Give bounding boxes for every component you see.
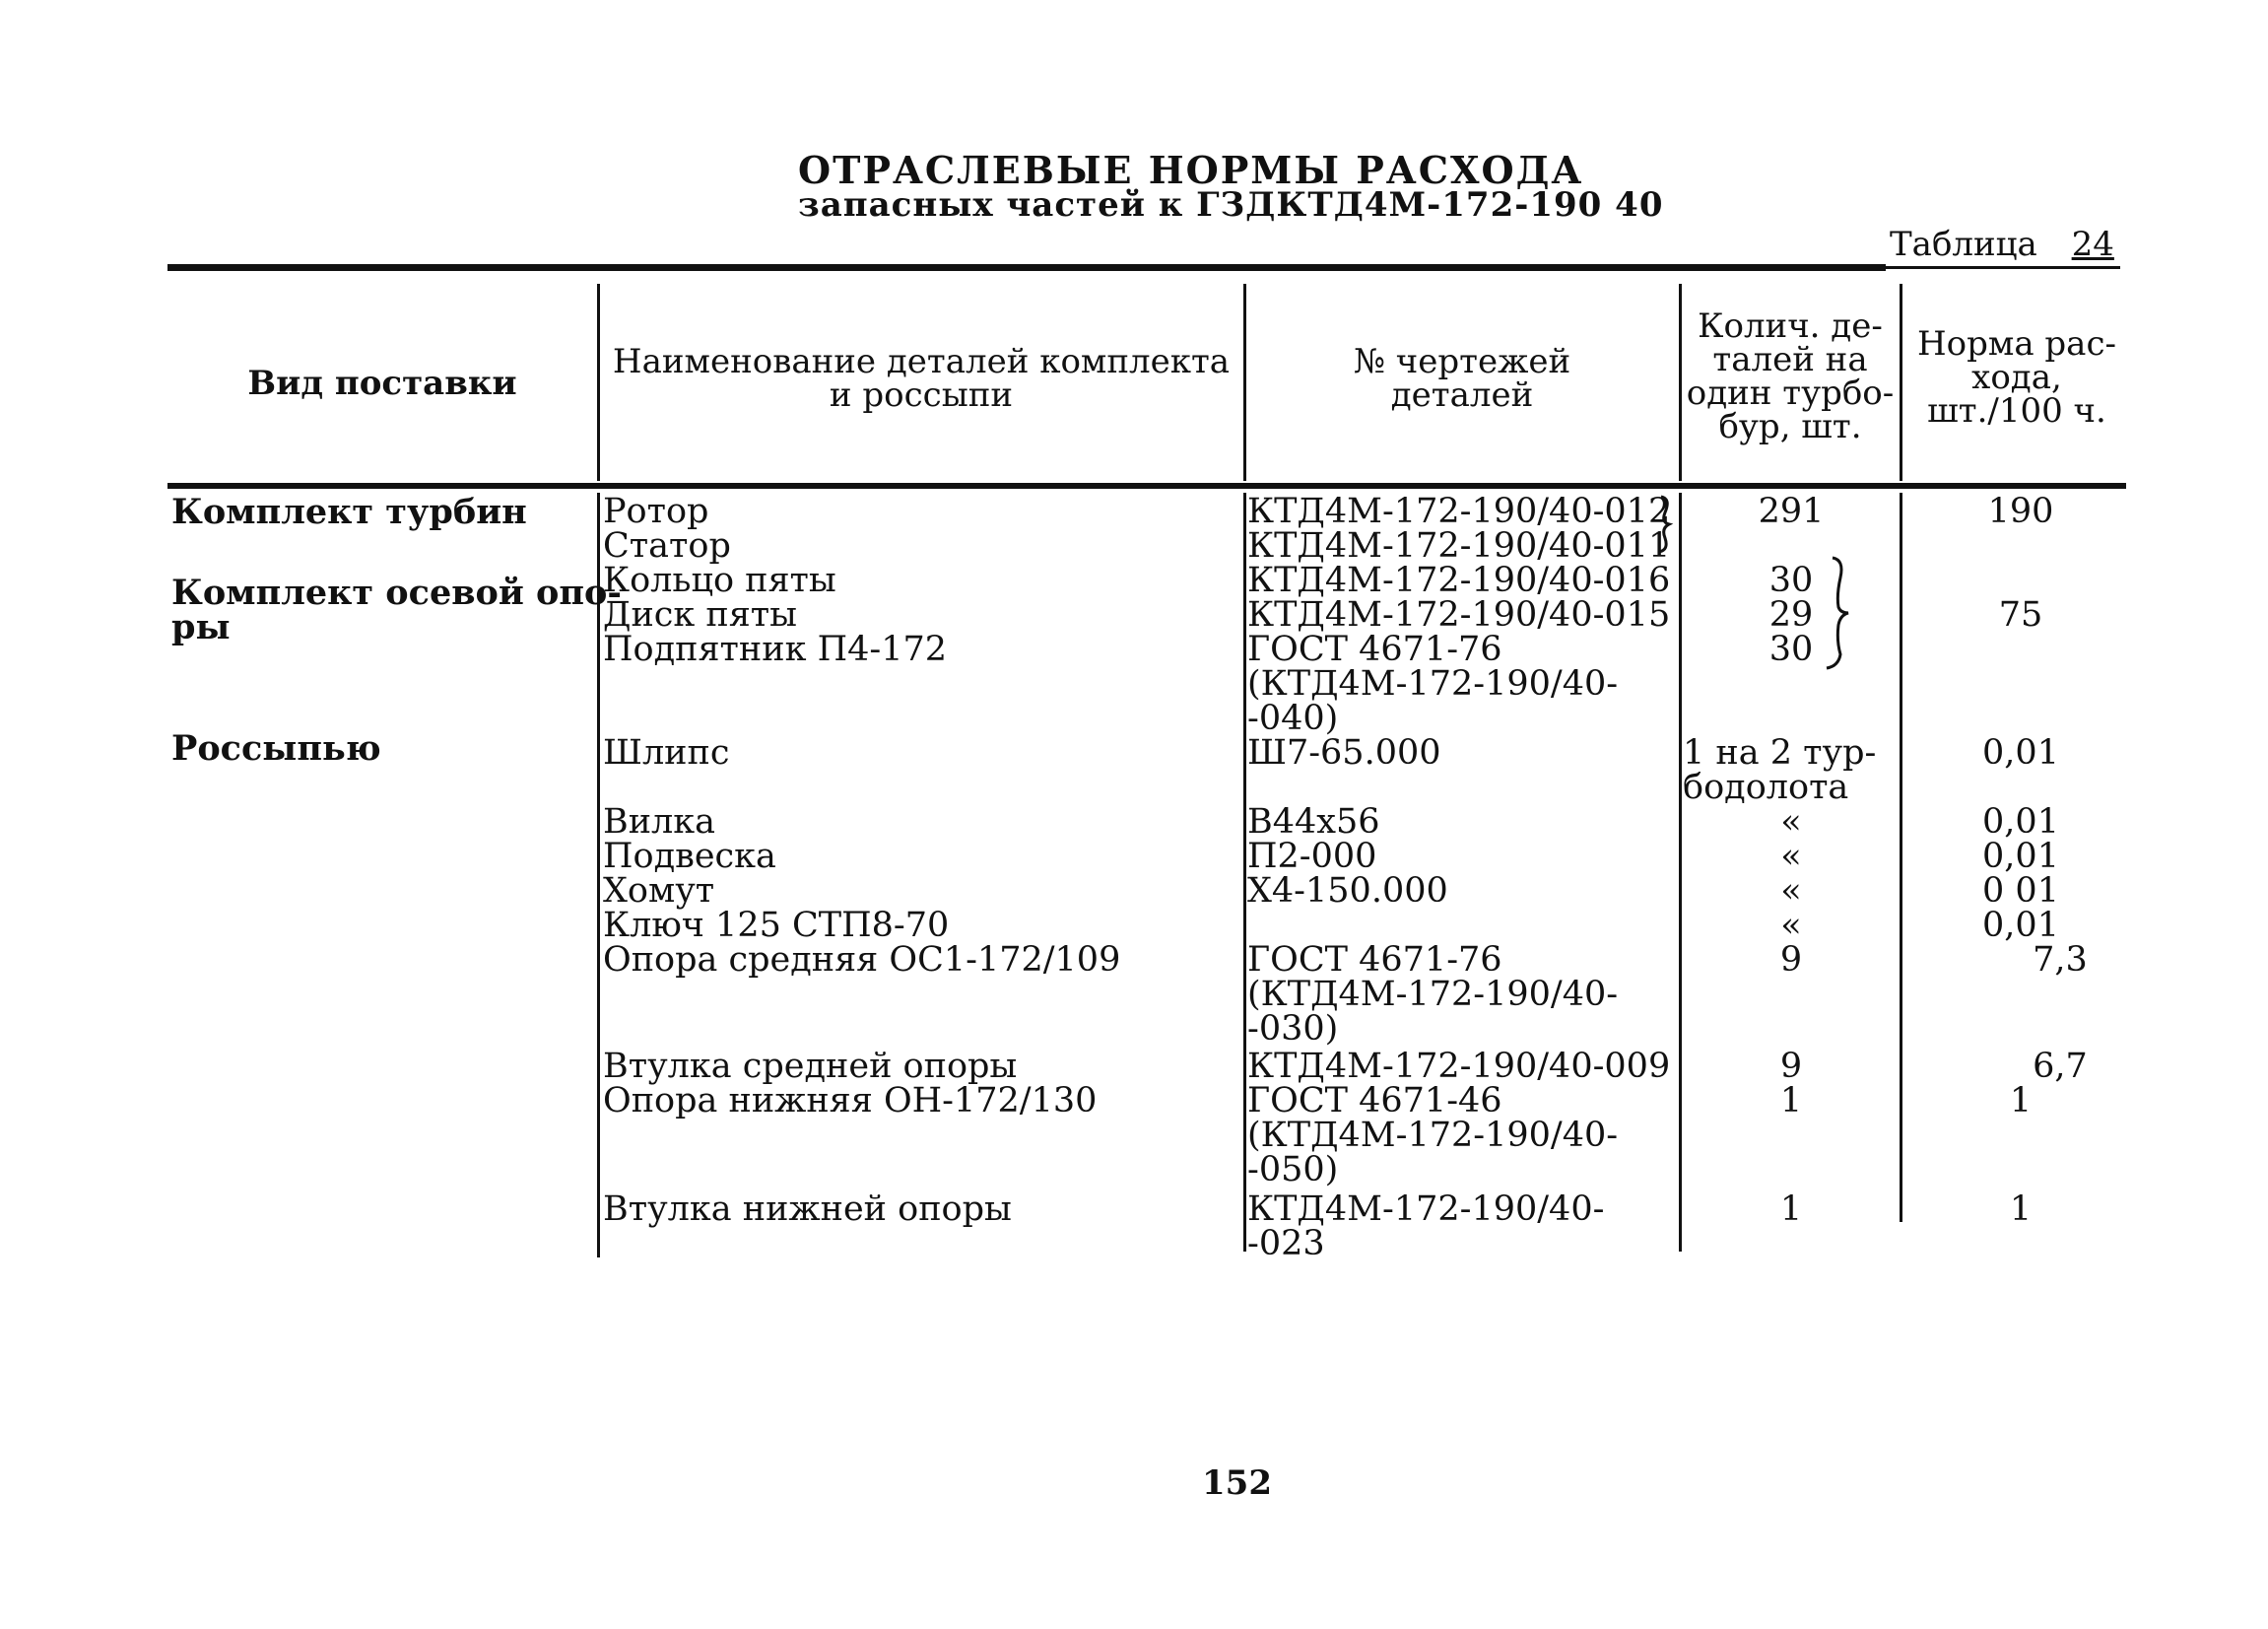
- drawing-number: [1247, 1081, 1619, 1189]
- quantity: 291: [1758, 492, 1825, 531]
- part-name: Ключ 125 СТП8-70: [603, 906, 950, 945]
- document-subtitle: запасных частей к ГЗДКТД4М-172-190 40: [798, 185, 1664, 225]
- header-part-name: [603, 342, 1239, 415]
- table-number: 24: [2071, 225, 2114, 264]
- header-divider-4: [1900, 284, 1902, 481]
- drawing-number: Ш7-65.000: [1247, 733, 1441, 773]
- header-part-name-line1: Наименование деталей комплекта: [612, 342, 1231, 381]
- drawing-line2: (КТД4М-172-190/40-: [1247, 664, 1619, 704]
- part-name: Кольцо пяты: [603, 561, 836, 600]
- table-caption: [1890, 225, 2114, 264]
- part-name: Ротор: [603, 492, 709, 531]
- quantity: «: [1780, 871, 1802, 911]
- group-axial-support-line2: ры: [171, 607, 231, 647]
- norm: 1: [2009, 1189, 2033, 1229]
- norm: 0,01: [1982, 837, 2059, 876]
- drawing-number: Х4-150.000: [1247, 871, 1448, 911]
- norm: 75: [1998, 595, 2043, 635]
- document-title: ОТРАСЛЕВЫЕ НОРМЫ РАСХОДА: [798, 148, 1584, 192]
- part-name: Втулка нижней опоры: [603, 1189, 1012, 1229]
- norm: 0,01: [1982, 802, 2059, 842]
- drawing-line1: ГОСТ 4671-76: [1247, 940, 1502, 980]
- header-divider-1: [597, 284, 600, 481]
- right-brace-icon: [1825, 552, 1860, 670]
- header-drawing-line2: деталей: [1390, 375, 1534, 415]
- header-quantity-line4: бур, шт.: [1718, 407, 1862, 446]
- part-name: Втулка средней опоры: [603, 1047, 1018, 1086]
- top-rule-right: [1886, 266, 2120, 269]
- header-drawing: [1249, 342, 1675, 415]
- drawing-line3: -040): [1247, 699, 1339, 738]
- header-supply-type: Вид поставки: [247, 364, 517, 403]
- part-name: Статор: [603, 526, 731, 566]
- drawing-line1: ГОСТ 4671-46: [1247, 1081, 1502, 1120]
- quantity: 1: [1779, 1081, 1803, 1120]
- header-quantity-line3: один турбо-: [1686, 373, 1895, 413]
- norm: 6,7: [2033, 1047, 2088, 1086]
- quantity: 9: [1779, 1047, 1803, 1086]
- header-norm: [1903, 324, 2130, 431]
- group-loose: Россыпью: [171, 728, 381, 769]
- drawing-line3: -030): [1247, 1009, 1339, 1049]
- drawing-number: КТД4М-172-190/40-016: [1247, 561, 1671, 600]
- header-divider-2: [1243, 284, 1246, 481]
- quantity-line1: 1 на 2 тур-: [1683, 733, 1877, 773]
- norm: 0,01: [1982, 906, 2059, 945]
- quantity: 30: [1768, 630, 1814, 669]
- header-bottom-rule: [167, 483, 2126, 489]
- drawing-line1: ГОСТ 4671-76: [1247, 630, 1502, 669]
- quantity: 9: [1779, 940, 1803, 980]
- drawing-number: [1247, 940, 1619, 1049]
- group-axial-support-line1: Комплект осевой опо-: [171, 573, 622, 613]
- header-part-name-line2: и россыпи: [829, 375, 1014, 415]
- part-name: Шлипс: [603, 733, 730, 773]
- quantity: 1: [1779, 1189, 1803, 1229]
- norm: 0,01: [1982, 733, 2059, 773]
- quantity: «: [1780, 906, 1802, 945]
- header-quantity-line2: талей на: [1712, 340, 1868, 379]
- drawing-number: КТД4М-172-190/40-009: [1247, 1047, 1671, 1086]
- quantity: 29: [1768, 595, 1814, 635]
- header-norm-line1: Норма рас-: [1917, 324, 2116, 364]
- table-label: Таблица: [1890, 225, 2037, 264]
- page-number: 152: [1202, 1463, 1272, 1503]
- header-norm-line2: хода,: [1971, 358, 2062, 397]
- norm: 0 01: [1982, 871, 2059, 911]
- quantity: 30: [1768, 561, 1814, 600]
- part-name: Подпятник П4-172: [603, 630, 947, 669]
- quantity: [1683, 733, 1877, 807]
- quantity: «: [1780, 802, 1802, 842]
- part-name: Вилка: [603, 802, 716, 842]
- right-brace-icon: [1655, 495, 1679, 554]
- header-norm-line3: шт./100 ч.: [1927, 391, 2106, 431]
- header-drawing-line1: № чертежей: [1353, 342, 1571, 381]
- header-quantity: [1683, 306, 1898, 446]
- part-name: Диск пяты: [603, 595, 798, 635]
- group-axial-support: [171, 573, 622, 647]
- group-turbine-set: Комплект турбин: [171, 492, 527, 532]
- quantity: «: [1780, 837, 1802, 876]
- drawing-number: КТД4М-172-190/40-012: [1247, 492, 1671, 531]
- header-quantity-line1: Колич. де-: [1698, 306, 1883, 346]
- norm: 190: [1987, 492, 2054, 531]
- drawing-line2: (КТД4М-172-190/40-: [1247, 1116, 1619, 1155]
- part-name: Хомут: [603, 871, 715, 911]
- drawing-number: [1247, 1189, 1605, 1263]
- top-rule: [167, 264, 1886, 271]
- norm: 1: [2009, 1081, 2033, 1120]
- header-divider-3: [1679, 284, 1682, 481]
- drawing-number: КТД4М-172-190/40-011: [1247, 526, 1671, 566]
- drawing-number: П2-000: [1247, 837, 1377, 876]
- drawing-line3: -050): [1247, 1150, 1339, 1189]
- part-name: Подвеска: [603, 837, 776, 876]
- part-name: Опора средняя ОС1-172/109: [603, 940, 1121, 980]
- norm: 7,3: [2033, 940, 2088, 980]
- drawing-number: В44х56: [1247, 802, 1380, 842]
- part-name: Опора нижняя ОН-172/130: [603, 1081, 1098, 1120]
- drawing-line1: КТД4М-172-190/40-: [1247, 1189, 1605, 1229]
- drawing-line2: -023: [1247, 1224, 1325, 1263]
- quantity-line2: бодолота: [1683, 768, 1849, 807]
- drawing-number: [1247, 630, 1619, 738]
- body-divider-2: [1243, 493, 1246, 1252]
- drawing-line2: (КТД4М-172-190/40-: [1247, 975, 1619, 1014]
- drawing-number: КТД4М-172-190/40-015: [1247, 595, 1671, 635]
